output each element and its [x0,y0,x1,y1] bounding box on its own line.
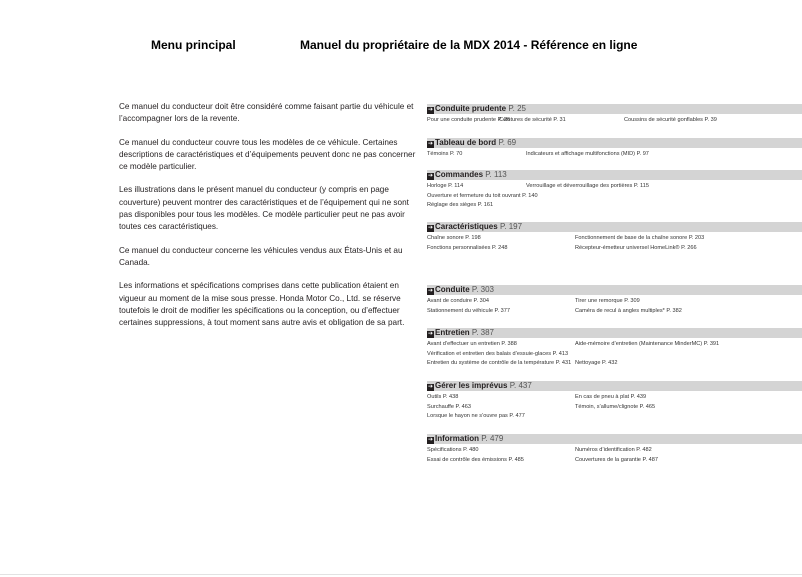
arrow-right-icon: ➔ [427,107,434,113]
arrow-right-icon: ➔ [427,173,434,179]
arrow-right-icon: ➔ [427,331,434,337]
toc-section [427,138,802,160]
toc-section [427,222,802,253]
toc-item-link[interactable]: Coussins de sécurité gonflables P. 39 [624,117,717,123]
toc-row [427,244,802,254]
toc-row [427,446,802,456]
section-title: Tableau de bord [435,138,497,147]
section-page-number: P. 197 [499,222,523,231]
toc-row [427,234,802,244]
toc-item-link[interactable]: Outils P. 438 [427,394,459,400]
intro-paragraph: Ce manuel du conducteur doit être considéré comme faisant partie du véhicule et l’accompagner lors de la revente. [119,102,414,124]
toc-row [427,393,802,403]
intro-paragraph: Les informations et spécifications comprises dans cette publication étaient en vigueur au moment de la mise sous presse. Honda Motor Co., Ltd. se réserve toutefois le droit de modifier les spécifications ou la conception, ou d’effectuer certaines suppressions, à tout moment sans autre avis et obligation de sa part. [119,281,405,328]
toc-row [427,350,802,360]
section-page-number: P. 69 [498,138,517,147]
toc-item-link[interactable]: Ouverture et fermeture du toit ouvrant P. 140 [427,192,538,199]
toc-row [427,307,802,317]
toc-item-link[interactable]: Tirer une remorque P. 309 [575,298,640,304]
toc-item-link[interactable]: Récepteur-émetteur universel HomeLink® P. 266 [575,244,697,251]
section-header-link[interactable] [427,434,802,444]
section-page-number: P. 25 [508,104,526,113]
toc-item-link[interactable]: Essai de contrôle des émissions P. 485 [427,456,524,463]
toc-item-link[interactable]: Entretien du système de contrôle de la température P. 431 [427,360,572,366]
toc-row [427,456,802,466]
intro-paragraph: Ce manuel du conducteur couvre tous les modèles de ce véhicule. Certaines descriptions de caractéristiques et d’équipements peuvent donc ne pas concerner ce modèle particulier. [119,137,416,172]
toc-item-link[interactable]: Vérification et entretien des balais d’essuie-glaces P. 413 [427,350,569,357]
section-header-link[interactable] [427,170,802,180]
section-page-number: P. 479 [481,434,504,443]
toc-item-link[interactable]: Fonctionnement de base de la chaîne sonore P. 203 [575,235,705,241]
toc-item-link[interactable]: Couvertures de la garantie P. 487 [575,456,658,463]
section-page-number: P. 387 [471,328,495,337]
section-page-number: P. 303 [471,285,495,294]
arrow-right-icon: ➔ [427,288,434,294]
toc-item-link[interactable]: Ceintures de sécurité P. 31 [499,117,566,123]
toc-row [427,403,802,413]
toc-row [427,201,802,211]
toc-item-link[interactable]: Surchauffe P. 463 [427,403,471,410]
arrow-right-icon: ➔ [427,141,434,147]
intro-text [119,101,419,340]
section-header-link[interactable] [427,328,802,338]
toc-item-link[interactable]: Horloge P. 114 [427,183,464,189]
toc-item-link[interactable]: Caméra de recul à angles multiples* P. 382 [575,307,682,314]
section-title: Conduite [435,285,470,294]
section-header-link[interactable] [427,104,802,114]
toc-item-link[interactable]: Chaîne sonore P. 198 [427,235,481,241]
toc-section [427,170,802,211]
toc-item-link[interactable]: En cas de pneu à plat P. 439 [575,394,647,400]
intro-paragraph: Ce manuel du conducteur concerne les véhicules vendus aux États-Unis et au Canada. [119,245,403,267]
toc-section [427,285,802,316]
toc-item-link[interactable]: Témoins P. 70 [427,151,463,157]
section-title: Information [435,434,479,443]
section-header-link[interactable] [427,138,802,148]
toc-item-link[interactable]: Fonctions personnalisées P. 248 [427,244,508,251]
toc-row [427,182,802,192]
toc-item-link[interactable]: Aide-mémoire d’entretien (Maintenance MinderMC) P. 391 [575,341,720,347]
section-title: Gérer les imprévus [435,381,508,390]
section-title: Caractéristiques [435,222,498,231]
section-page-number: P. 437 [509,381,532,390]
toc-item-link[interactable]: Témoin, s’allume/clignote P. 465 [575,403,656,410]
toc-section [427,434,802,465]
arrow-right-icon: ➔ [427,384,434,390]
toc-row [427,116,802,126]
toc-item-link[interactable]: Numéros d’identification P. 482 [575,447,652,453]
toc-item-link[interactable]: Indicateurs et affichage multifonctions (MID) P. 97 [526,151,649,157]
section-title: Conduite prudente [435,104,507,113]
section-title: Entretien [435,328,470,337]
intro-paragraph: Les illustrations dans le présent manuel du conducteur (y compris en page couverture) peuvent montrer des caractéristiques et de l’équipement qui ne sont pas disponibles pour tous les modèles. Ce modèle particulier peut ne pas avoir toutes ces caractéristiques. [119,185,409,232]
page-divider [0,574,802,575]
toc-section [427,381,802,422]
toc-item-link[interactable]: Stationnement du véhicule P. 377 [427,307,510,314]
section-header-link[interactable] [427,285,802,295]
document-title: Manuel du propriétaire de la MDX 2014 - Référence en ligne [300,38,638,52]
section-title: Commandes [435,170,484,179]
toc-item-link[interactable]: Nettoyage P. 432 [575,360,618,366]
main-menu-link[interactable]: Menu principal [151,38,236,52]
toc-item-link[interactable]: Verrouillage et déverrouillage des portières P. 115 [526,183,649,189]
toc-item-link[interactable]: Réglage des sièges P. 161 [427,202,494,208]
arrow-right-icon: ➔ [427,225,434,231]
toc-item-link[interactable]: Avant de conduire P. 304 [427,298,489,304]
arrow-right-icon: ➔ [427,437,434,443]
toc-row [427,359,802,369]
toc-item-link[interactable]: Avant d’effectuer un entretien P. 388 [427,341,517,347]
toc-item-link[interactable]: Lorsque le hayon ne s’ouvre pas P. 477 [427,413,525,419]
toc-row [427,192,802,202]
toc-row [427,340,802,350]
toc-row [427,412,802,422]
toc-item-link[interactable]: Pour une conduite prudente P. 26 [427,117,510,123]
toc-row [427,150,802,160]
section-header-link[interactable] [427,222,802,232]
toc-row [427,297,802,307]
section-page-number: P. 113 [485,170,507,179]
toc-section [427,328,802,369]
section-header-link[interactable] [427,381,802,391]
toc-section [427,104,802,126]
toc-item-link[interactable]: Spécifications P. 480 [427,447,479,453]
